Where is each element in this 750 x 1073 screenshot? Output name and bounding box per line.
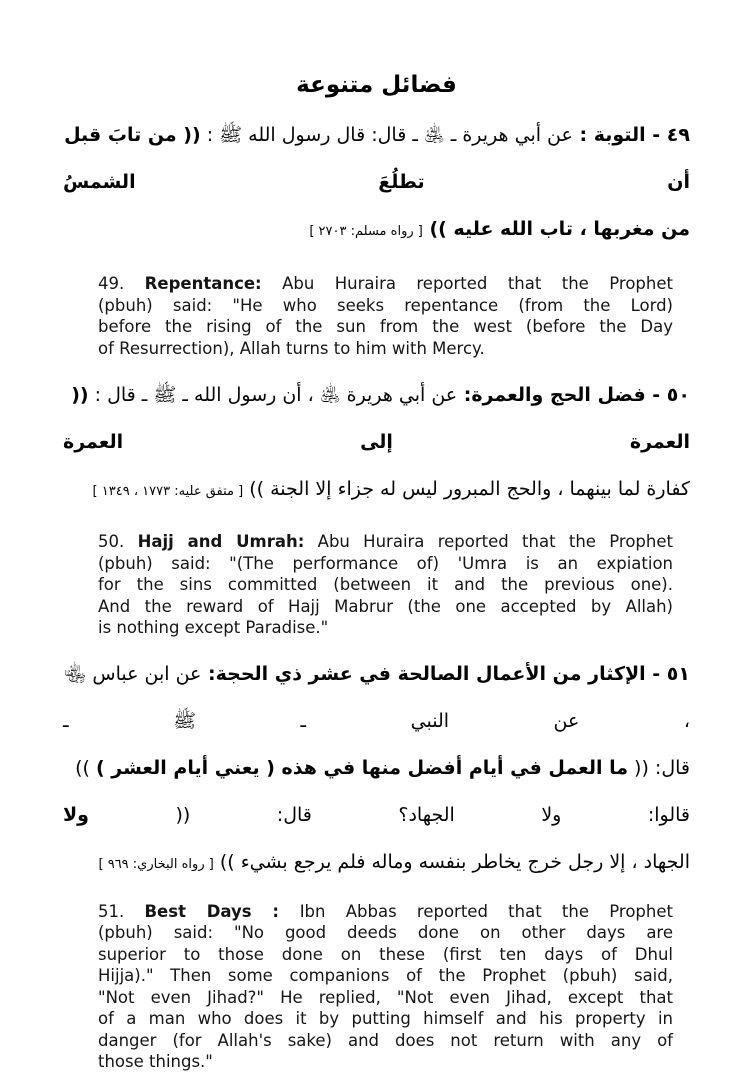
bold-text-segment: ٥٠ - فضل الحج والعمرة: (457, 384, 690, 406)
text-line (63, 651, 690, 745)
text-line (98, 316, 673, 338)
text-segment: قال: (( (628, 756, 690, 779)
text-segment: Ibn Abbas reported that the Prophet (299, 901, 673, 921)
text-segment: (pbuh) said: "No good deeds done on other days are (98, 923, 673, 942)
text-segment: superior to those done on these (first ten days of Dhul (98, 944, 673, 964)
text-segment: 51. (98, 901, 145, 921)
text-segment: (pbuh) said: "He who seeks repentance (from the Lord) (98, 295, 673, 315)
text-line (63, 839, 690, 888)
bold-text-segment: ولا (63, 803, 89, 826)
text-segment: Abu Huraira reported that the Prophet (261, 274, 673, 293)
hadith-item-49 (63, 112, 690, 359)
text-segment: كفارة لما بينهما ، والحج المبرور ليس له جزاء إلا الجنة )) (243, 478, 690, 500)
bold-text-segment: ٥١ - الإكثار من الأعمال الصالحة في عشر ذي الحجة: (201, 662, 690, 685)
bold-text-segment: Hajj and Umrah: (137, 532, 305, 551)
text-segment: those things." (98, 1052, 213, 1071)
citation-text: [ رواه البخاري: ٩٦٩ ] (98, 856, 214, 872)
bold-text-segment: (( من تابَ قبل أن تطلُعَ الشمسُ (63, 124, 690, 193)
text-line (98, 338, 673, 360)
text-line (98, 273, 673, 295)
bold-text-segment: ما العمل في أيام أفضل منها في هذه (274, 756, 629, 779)
text-segment: is nothing except Paradise." (98, 618, 329, 637)
bold-text-segment: من مغربها ، تاب الله عليه )) (422, 218, 690, 240)
text-line (98, 987, 673, 1009)
text-line (98, 553, 673, 575)
text-segment: 49. (98, 274, 145, 293)
text-segment: الجهاد ، إلا رجل خرج يخاطر بنفسه وماله فلم يرجع بشيء )) (213, 850, 690, 873)
text-line (98, 965, 673, 987)
text-line (98, 596, 673, 618)
text-line (98, 944, 673, 966)
text-segment: 50. (98, 532, 138, 551)
text-segment: )) قالوا: ولا الجهاد؟ قال: (( (75, 756, 690, 826)
hadith-item-50 (63, 372, 690, 639)
text-segment: Hijja)." Then some companions of the Prophet (pbuh) said, (98, 966, 673, 985)
text-line (98, 295, 673, 317)
text-segment: before the rising of the sun from the west (before the Day (98, 317, 673, 336)
text-line (63, 466, 690, 515)
text-line (63, 372, 690, 466)
text-line (98, 531, 673, 553)
text-line (98, 574, 673, 596)
bold-text-segment: Best Days : (144, 901, 300, 921)
citation-text: [ متفق عليه: ١٧٧٣ ، ١٣٤٩ ] (92, 484, 244, 499)
text-line (98, 922, 673, 944)
hadith-51-english-text (98, 901, 673, 1073)
text-line (63, 745, 690, 839)
text-segment: of a man who does it by putting himself and his property in (98, 1009, 673, 1028)
text-segment: "Not even Jihad?" He replied, "Not even Jihad, except that (98, 987, 673, 1007)
bold-text-segment: ( يعني أيام العشر ) (95, 756, 275, 779)
text-segment: And the reward of Hajj Mabrur (the one accepted by Allah) (98, 596, 673, 616)
hadith-item-51 (63, 651, 690, 1073)
bold-text-segment: Repentance: (144, 274, 262, 293)
hadith-49-english-text (98, 273, 673, 359)
hadith-50-arabic-text (63, 372, 690, 515)
text-line (98, 1030, 673, 1052)
hadith-51-arabic-text (63, 651, 690, 888)
citation-text: [ رواه مسلم: ٢٧٠٣ ] (309, 224, 423, 239)
bold-text-segment: (( العمرة إلى العمرة (63, 384, 690, 453)
text-line (98, 617, 673, 639)
text-segment: of Resurrection), Allah turns to him with Mercy. (98, 338, 485, 358)
text-line (98, 1008, 673, 1030)
text-segment: (pbuh) said: "(The performance of) 'Umra is an expiation (98, 553, 673, 573)
text-segment: danger (for Allah's sake) and does not return with any of (98, 1030, 673, 1050)
hadith-50-english-text (98, 531, 673, 639)
text-line (98, 901, 673, 923)
text-segment: عن أبي هريرة ـ ﵁ ـ قال: قال رسول الله ﷺ : (200, 124, 573, 146)
text-line (63, 112, 690, 206)
text-segment: عن أبي هريرة ﵁ ، أن رسول الله ـ ﷺ ـ قال : (88, 384, 458, 406)
text-segment: عن ابن عباس ﵄ ، عن النبي ـ ﷺ ـ (63, 662, 690, 732)
hadith-49-arabic-text (63, 112, 690, 255)
page-title: فضائل متنوعة (296, 72, 457, 98)
text-segment: for the sins committed (between it and the previous one). (98, 575, 673, 594)
text-segment: Abu Huraira reported that the Prophet (304, 532, 673, 551)
text-line (63, 206, 690, 255)
text-line (98, 1051, 673, 1073)
bold-text-segment: ٤٩ - التوبة : (572, 124, 690, 146)
